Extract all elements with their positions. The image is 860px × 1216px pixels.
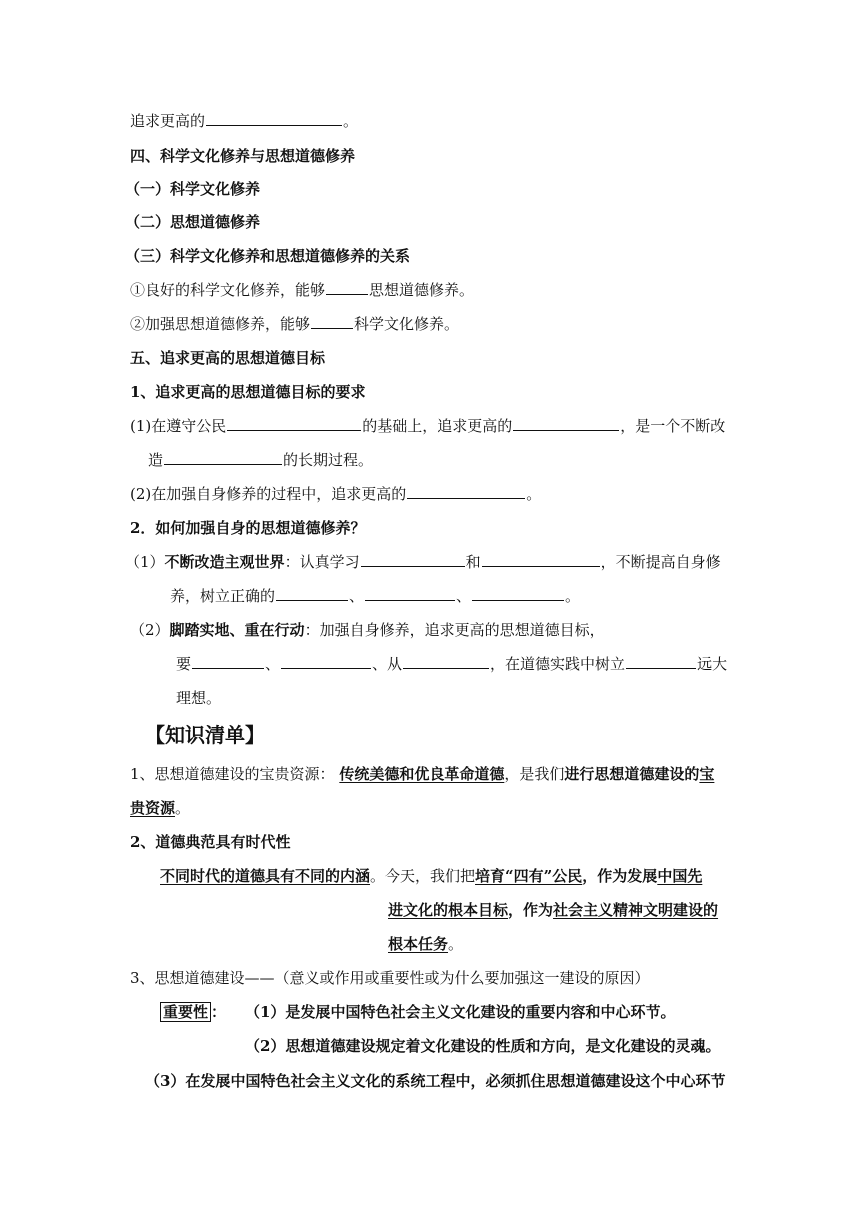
knowledge-2: 不同时代的道德具有不同的内涵。今天，我们把培育“四有”公民，作为发展中国先 [160,867,703,885]
relation-2: ②加强思想道德修养，能够 科学文化修养。 [130,315,460,333]
fill-blank [281,654,371,669]
fill-blank [164,450,282,465]
fill-blank [326,280,368,295]
requirement-1-cont: 造 的长期过程。 [148,451,374,469]
importance-2: （2）思想道德建设规定着文化建设的性质和方向，是文化建设的灵魂。 [245,1037,721,1055]
how-2: （2）脚踏实地、重在行动：加强自身修养，追求更高的思想道德目标， [130,621,605,639]
knowledge-2-end: 根本任务。 [388,935,464,953]
fill-blank [626,654,696,669]
knowledge-list-title: 【知识清单】 [145,723,265,747]
fill-blank [227,416,361,431]
relation-1: ①良好的科学文化修养，能够 思想道德修养。 [130,281,475,299]
knowledge-1-cont: 贵资源。 [130,799,191,817]
fill-blank [206,111,342,126]
how-2-cont: 要 、 、从 ，在道德实践中树立 远大 [176,655,728,673]
section-4-3: （三）科学文化修养和思想道德修养的关系 [125,247,411,265]
fill-blank [276,586,348,601]
fill-blank [311,314,353,329]
importance-3: （3）在发展中国特色社会主义文化的系统工程中，必须抓住思想道德建设这个中心环节 [145,1072,726,1090]
requirement-1: (1)在遵守公民 的基础上，追求更高的 ，是一个不断改 [130,417,726,435]
knowledge-1: 1、思想道德建设的宝贵资源： 传统美德和优良革命道德，是我们进行思想道德建设的宝 [130,765,715,783]
fill-blank [407,484,525,499]
line-goal: 追求更高的 。 [130,112,359,130]
requirement-2: (2)在加强自身修养的过程中，追求更高的 。 [130,485,542,503]
section-5-title: 五、追求更高的思想道德目标 [130,349,326,367]
section-4-1: （一）科学文化修养 [125,180,261,198]
how-1-cont: 养，树立正确的 、 、 。 [170,587,581,605]
section-4-2: （二）思想道德修养 [125,213,261,231]
fill-blank [482,552,600,567]
how-2-end: 理想。 [176,689,222,707]
section-4-title: 四、科学文化修养与思想道德修养 [130,147,356,165]
fill-blank [403,654,489,669]
fill-blank [472,586,564,601]
fill-blank [361,552,465,567]
fill-blank [513,416,619,431]
knowledge-3-title: 3、思想道德建设——（意义或作用或重要性或为什么要加强这一建设的原因） [130,969,650,987]
importance-label: 重要性 ： [160,1002,226,1022]
section-5-1: 1、追求更高的思想道德目标的要求 [130,383,366,401]
knowledge-2-title: 2、道德典范具有时代性 [130,833,291,851]
fill-blank [192,654,264,669]
fill-blank [365,586,455,601]
importance-1: （1）是发展中国特色社会主义文化建设的重要内容和中心环节。 [245,1003,676,1021]
section-5-2: 2．如何加强自身的思想道德修养？ [130,519,366,537]
how-1: （1）不断改造主观世界：认真学习 和 ，不断提高自身修 [125,553,721,571]
knowledge-2-cont: 进文化的根本目标，作为社会主义精神文明建设的 [388,901,719,919]
